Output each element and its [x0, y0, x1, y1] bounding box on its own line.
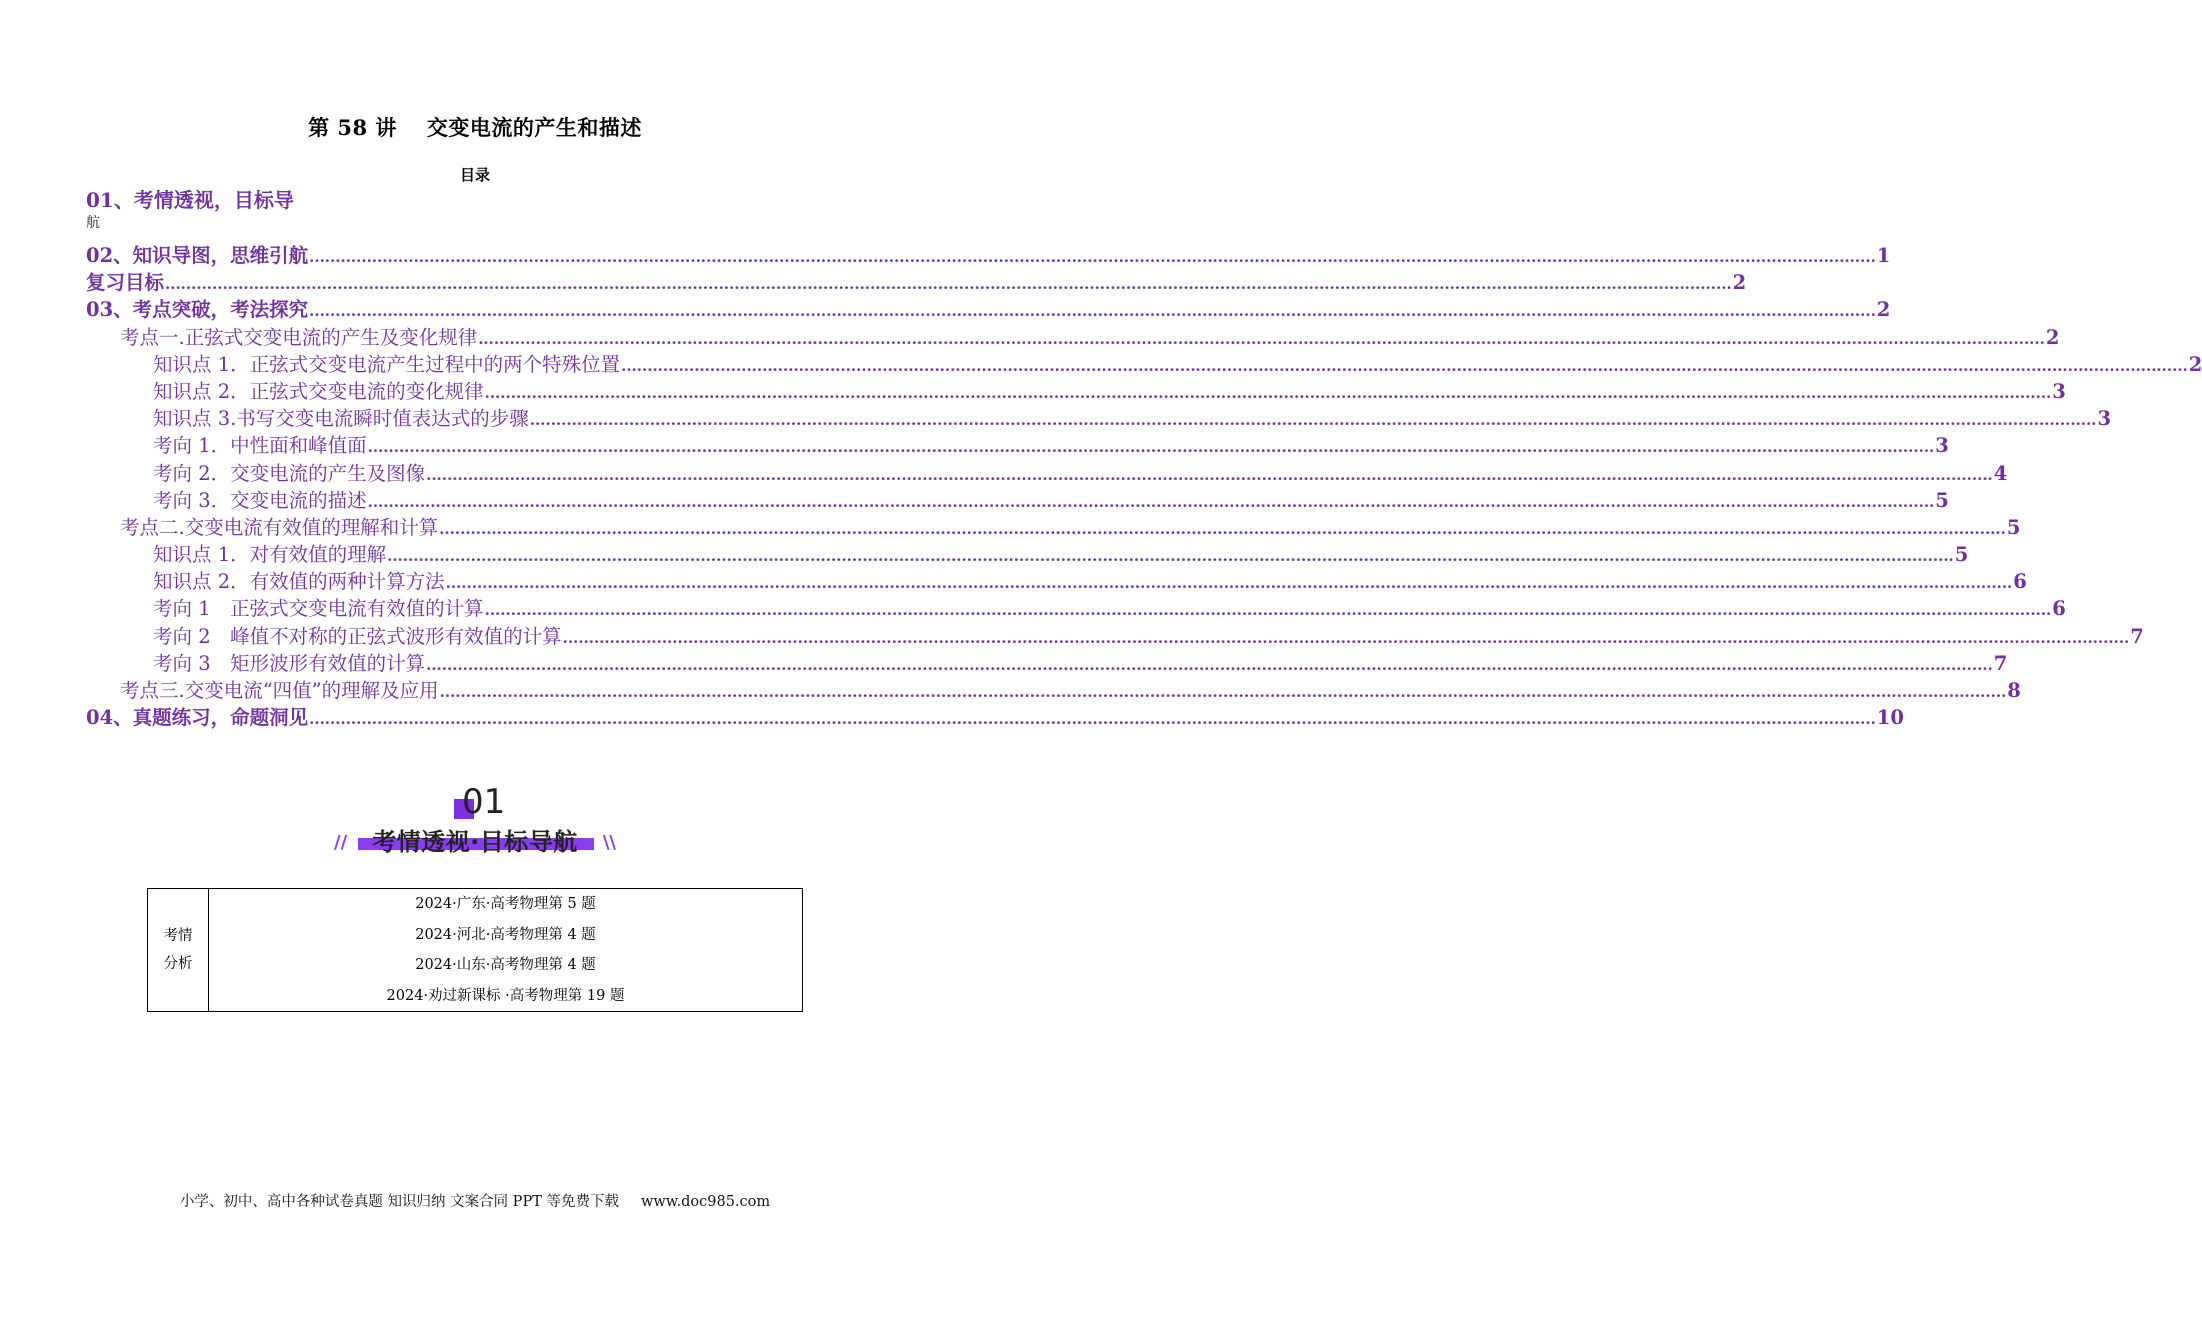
- toc-entry-page: 2: [2045, 325, 2060, 349]
- toc-entry[interactable]: [86, 294, 1891, 322]
- toc-entry[interactable]: [86, 267, 1747, 295]
- banner-slash-right: \\: [602, 832, 616, 853]
- toc-leader-dots: ............................................................................................................................................................................................................................................................................................................: [387, 547, 1954, 566]
- toc-entry-page: 1: [1876, 244, 1891, 267]
- toc-entry-label: 考向 3 矩形波形有效值的计算: [153, 651, 426, 675]
- toc-entry-label: 考点一.正弦式交变电流的产生及变化规律: [120, 325, 478, 349]
- toc-entry[interactable]: [86, 430, 1949, 458]
- toc-entry[interactable]: [86, 593, 2066, 621]
- toc-entry[interactable]: [86, 566, 2027, 594]
- lecture-number: 第 58 讲: [308, 115, 397, 140]
- toc-heading: 目录: [459, 166, 490, 184]
- toc-entry[interactable]: [86, 349, 2202, 376]
- exam-item: 2024·河北·高考物理第 4 题: [415, 926, 596, 943]
- toc-entry-page: 6: [2013, 570, 2027, 594]
- footer-text: 小学、初中、高中各种试卷真题 知识归纳 文案合同 PPT 等免费下载: [179, 1194, 619, 1210]
- exam-label-line1: 考情: [163, 928, 193, 944]
- toc-entry-label: 考向 1．中性面和峰值面: [153, 434, 367, 458]
- toc-entry-label: 考向 2 峰值不对称的正弦式波形有效值的计算: [153, 624, 562, 648]
- banner-number: 01: [462, 782, 506, 822]
- toc-entry-label: 04、真题练习，命题洞见: [86, 706, 309, 730]
- lecture-topic: 交变电流的产生和描述: [426, 115, 642, 140]
- exam-item: 2024·山东·高考物理第 4 题: [415, 957, 596, 973]
- toc-entry-first-wrap: 航: [86, 215, 100, 231]
- toc-leader-dots: ............................................................................................................................................................................................................................................................................................................: [484, 383, 2052, 402]
- toc-entry[interactable]: [86, 240, 1891, 267]
- toc-entry[interactable]: [86, 458, 2008, 485]
- exam-table-items: [209, 889, 803, 1012]
- toc-entry-label: 知识点 2．正弦式交变电流的变化规律: [153, 379, 484, 403]
- footer-url[interactable]: www.doc985.com: [640, 1194, 771, 1210]
- toc-entry-page: 10: [1876, 706, 1904, 730]
- toc-leader-dots: ............................................................................................................................................................................................................................................................................................................: [309, 248, 1876, 266]
- toc-leader-dots: ............................................................................................................................................................................................................................................................................................................: [478, 329, 2045, 348]
- toc-entry[interactable]: [86, 702, 1904, 730]
- toc-entry-label: 考点二.交变电流有效值的理解和计算: [120, 515, 439, 539]
- toc-entry[interactable]: [86, 403, 2112, 431]
- toc-entry-label: 知识点 1．对有效值的理解: [153, 543, 387, 567]
- toc-leader-dots: ............................................................................................................................................................................................................................................................................................................: [529, 411, 2097, 430]
- toc-entry-page: 6: [2052, 597, 2066, 621]
- toc-entry-page: 2: [1732, 271, 1747, 295]
- toc-entry-label: 复习目标: [86, 271, 165, 295]
- toc-entry-label: 02、知识导图，思维引航: [86, 244, 309, 267]
- banner-slash-left: //: [334, 832, 348, 853]
- toc-leader-dots: ............................................................................................................................................................................................................................................................................................................: [439, 519, 2006, 538]
- banner-text: 考情透视·目标导航: [372, 828, 578, 856]
- toc-leader-dots: ............................................................................................................................................................................................................................................................................................................: [367, 492, 1935, 511]
- toc-entry-page: 5: [2006, 515, 2021, 539]
- toc-entry-page: 3: [1935, 434, 1949, 458]
- toc-entry[interactable]: [86, 675, 2021, 702]
- toc-entry-label: 知识点 1．正弦式交变电流产生过程中的两个特殊位置: [153, 352, 621, 376]
- toc-leader-dots: ............................................................................................................................................................................................................................................................................................................: [426, 465, 1993, 484]
- toc-leader-dots: ............................................................................................................................................................................................................................................................................................................: [621, 356, 2188, 375]
- exam-item: 2024·广东·高考物理第 5 题: [415, 896, 596, 912]
- toc-entry-first[interactable]: 01、考情透视，目标导: [86, 188, 294, 212]
- toc-entry-page: 2: [2188, 352, 2202, 376]
- toc-leader-dots: ............................................................................................................................................................................................................................................................................................................: [165, 275, 1732, 294]
- exam-table-label: [148, 889, 209, 1012]
- exam-analysis-table: [147, 888, 803, 1012]
- toc-entry-label: 考向 2．交变电流的产生及图像: [153, 461, 426, 485]
- toc-entry-label: 知识点 3.书写交变电流瞬时值表达式的步骤: [153, 407, 529, 431]
- section-banner: [330, 782, 620, 862]
- exam-label-line2: 分析: [163, 956, 193, 972]
- page-footer: [0, 1190, 950, 1211]
- toc-entry-page: 8: [2007, 679, 2021, 702]
- toc-entry-label: 考向 3．交变电流的描述: [153, 488, 367, 512]
- toc-entry-page: 5: [1935, 488, 1949, 512]
- toc-entry-page: 2: [1876, 298, 1891, 322]
- toc-entry-page: 3: [2052, 379, 2066, 403]
- toc-entry[interactable]: [86, 376, 2066, 403]
- toc-entry-page: 4: [1993, 461, 2008, 485]
- table-of-contents: [86, 240, 2202, 730]
- exam-item: 2024·劝过新课标 ·高考物理第 19 题: [386, 987, 625, 1004]
- toc-leader-dots: ............................................................................................................................................................................................................................................................................................................: [439, 683, 2007, 701]
- toc-entry[interactable]: [86, 539, 1969, 567]
- toc-leader-dots: ............................................................................................................................................................................................................................................................................................................: [309, 710, 1876, 729]
- toc-entry[interactable]: [86, 648, 2008, 675]
- toc-entry-page: 7: [1993, 651, 2008, 675]
- toc-entry-label: 03、考点突破，考法探究: [86, 298, 309, 322]
- toc-entry-label: 考点三.交变电流“四值”的理解及应用: [120, 679, 439, 702]
- toc-entry[interactable]: [86, 322, 2060, 349]
- toc-leader-dots: ............................................................................................................................................................................................................................................................................................................: [367, 438, 1935, 457]
- toc-entry[interactable]: [86, 485, 1949, 512]
- toc-leader-dots: ............................................................................................................................................................................................................................................................................................................: [426, 655, 1993, 674]
- toc-entry-label: 知识点 2．有效值的两种计算方法: [153, 570, 445, 594]
- page-title: [0, 112, 950, 142]
- toc-entry[interactable]: [86, 621, 2144, 648]
- toc-entry-page: 7: [2130, 624, 2144, 648]
- toc-entry[interactable]: [86, 512, 2021, 539]
- toc-leader-dots: ............................................................................................................................................................................................................................................................................................................: [484, 601, 2052, 620]
- toc-entry-page: 3: [2097, 407, 2112, 431]
- toc-leader-dots: ............................................................................................................................................................................................................................................................................................................: [445, 574, 2013, 593]
- toc-leader-dots: ............................................................................................................................................................................................................................................................................................................: [309, 302, 1876, 321]
- toc-entry-label: 考向 1 正弦式交变电流有效值的计算: [153, 597, 484, 621]
- toc-leader-dots: ............................................................................................................................................................................................................................................................................................................: [562, 628, 2130, 647]
- toc-entry-page: 5: [1954, 543, 1969, 567]
